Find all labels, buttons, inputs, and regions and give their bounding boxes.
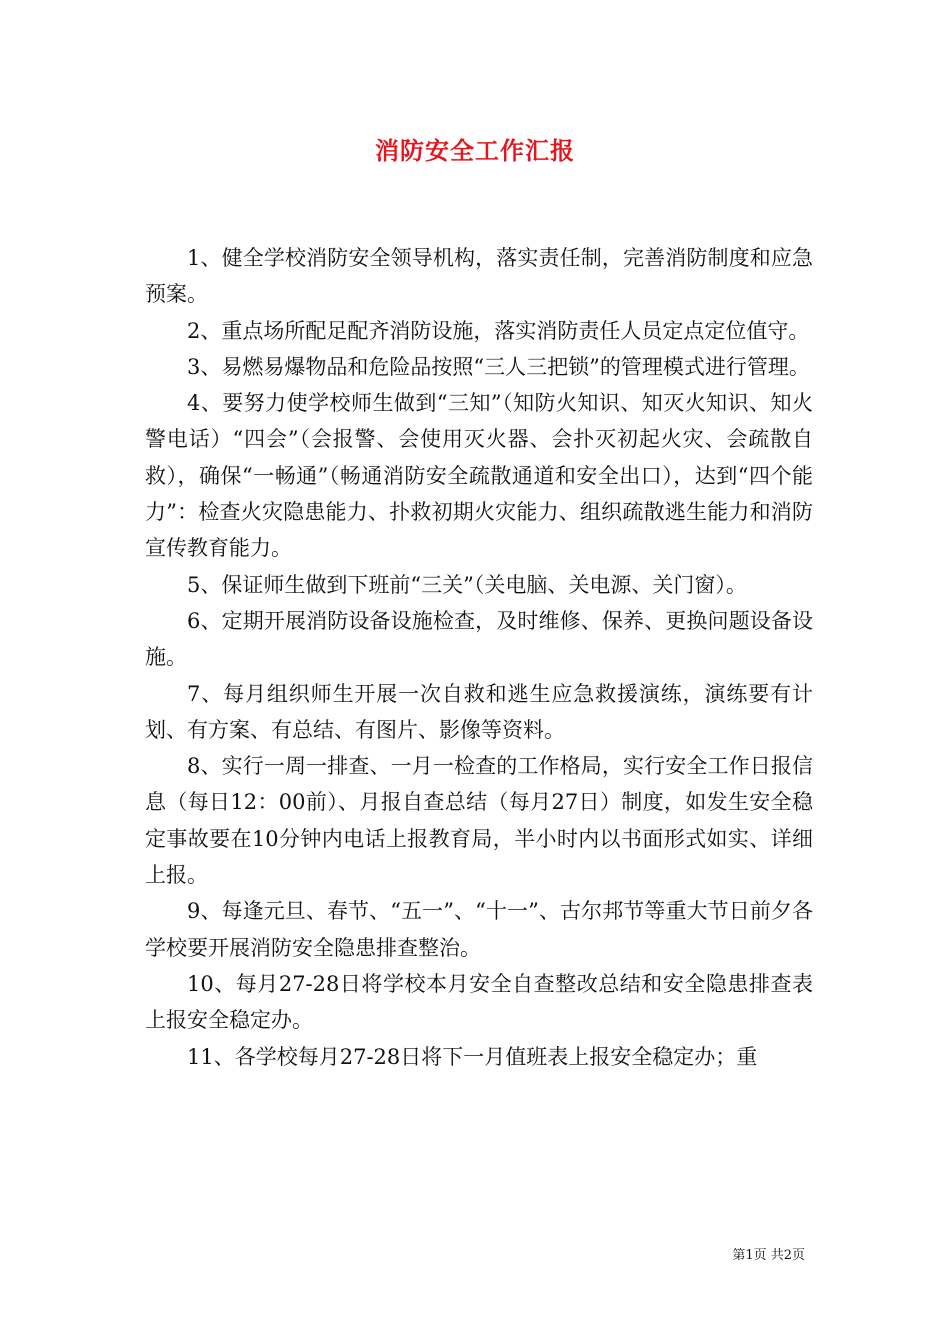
paragraph-5: 5、保证师生做到下班前“三关”（关电脑、关电源、关门窗）。	[187, 572, 747, 597]
page-footer: 第1页 共2页	[732, 1248, 805, 1263]
paragraph-10: 10、每月27-28日将学校本月安全自查整改总结和安全隐患排查表上报安全稳定办。	[145, 971, 813, 1033]
document-body	[145, 240, 813, 1075]
paragraph-6: 6、定期开展消防设备设施检查，及时维修、保养、更换问题设备设施。	[145, 608, 813, 670]
paragraph-3: 3、易燃易爆物品和危险品按照“三人三把锁”的管理模式进行管理。	[187, 354, 810, 379]
paragraph-1: 1、健全学校消防安全领导机构，落实责任制，完善消防制度和应急预案。	[145, 246, 813, 307]
page-title: 消防安全工作汇报	[375, 136, 575, 165]
paragraph-4: 4、要努力使学校师生做到“三知”（知防火知识、知灭火知识、知火警电话）“四会”（会报警、会使用灭火器、会扑灭初起火灾、会疏散自救），确保“一畅通”（畅通消防安全疏散通道和安全出口），达到“四个能力”：检查火灾隐患能力、扑救初期火灾能力、组织疏散逃生能力和消防宣传教育能力。	[145, 391, 813, 561]
paragraph-9: 9、每逢元旦、春节、“五一”、“十一”、古尔邦节等重大节日前夕各学校要开展消防安全隐患排查整治。	[145, 899, 813, 960]
paragraph-8: 8、实行一周一排查、一月一检查的工作格局，实行安全工作日报信息（每日12：00前）、月报自查总结（每月27日）制度，如发生安全稳定事故要在10分钟内电话上报教育局，半小时内以书面形式如实、详细上报。	[145, 754, 813, 888]
paragraph-2: 2、重点场所配足配齐消防设施，落实消防责任人员定点定位值守。	[187, 318, 810, 343]
paragraph-7: 7、每月组织师生开展一次自救和逃生应急救援演练，演练要有计划、有方案、有总结、有图片、影像等资料。	[145, 681, 813, 742]
paragraph-11: 11、各学校每月27-28日将下一月值班表上报安全稳定办；重	[187, 1044, 758, 1069]
